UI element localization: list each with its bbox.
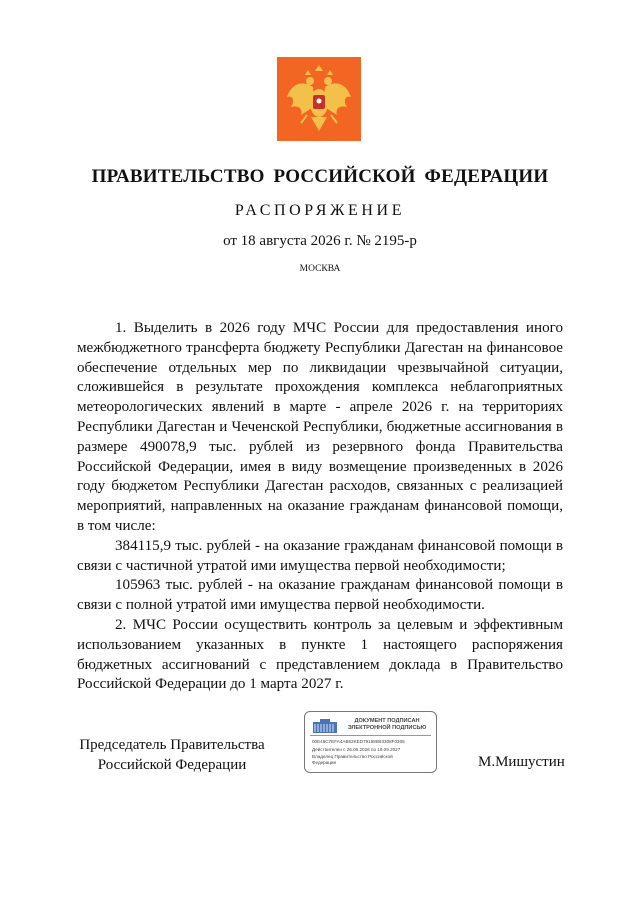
paragraph-2: 2. МЧС России осуществить контроль за целевым и эффективным использованием указанных в пункте 1 настоящего распоряжения бюджетных ассигнований с представлением доклада в Правительство Российской Федерации до 1 марта 2027 г. (77, 616, 563, 693)
paragraph-allocation-partial: 384115,9 тыс. рублей - на оказание гражданам финансовой помощи в связи с частичной утратой ими имущества первой необходимости; (77, 537, 563, 574)
document-place: МОСКВА (299, 264, 341, 274)
stamp-title-line1: ДОКУМЕНТ ПОДПИСАН (354, 718, 420, 724)
certificate-owner-line1: Владелец Правительство Российской (312, 754, 393, 759)
stamp-title-line2: ЭЛЕКТРОННОЙ ПОДПИСЬЮ (347, 725, 427, 731)
paragraph-allocation-full: 105963 тыс. рублей - на оказание гражданам финансовой помощи в связи с полной утратой ими имущества первой необходимости. (77, 577, 563, 614)
document-date-number: от 18 августа 2026 г. № 2195-р (223, 233, 417, 249)
russian-coat-of-arms-icon (277, 57, 361, 141)
signatory-position (77, 736, 267, 776)
stamp-title (341, 718, 433, 732)
certificate-serial: 00E46C7EFA4AB52KED79158B63308F0305 (312, 739, 405, 744)
signatory-position-line1: Председатель Правительства (79, 737, 265, 753)
document-body (77, 319, 563, 695)
organization-title: ПРАВИТЕЛЬСТВО РОССИЙСКОЙ ФЕДЕРАЦИИ (91, 166, 549, 187)
electronic-signature-stamp (304, 711, 437, 773)
certificate-validity: Действителен с 26.06.2026 по 19.09.2027 (312, 747, 401, 752)
signatory-name: М.Мишустин (478, 754, 565, 770)
signatory-position-line2: Российской Федерации (97, 756, 247, 773)
government-building-icon (312, 718, 338, 734)
certificate-owner-line2: Федерации (312, 760, 337, 765)
stamp-divider (310, 735, 431, 736)
paragraph-1: 1. Выделить в 2026 году МЧС России для предоставления иного межбюджетного трансферта бюджету Республики Дагестан на финансовое обеспечение отдельных мер по ликвидации чрезвычайной ситуации, сложившейся в результате прохождения комплекса неблагоприятных метеорологических явлений в марте - апреле 2026 г. на территориях Республики Дагестан и Чеченской Республики, бюджетные ассигнования в размере 490078,9 тыс. рублей из резервного фонда Правительства Российской Федерации, имея в виду возмещение произведенных в 2026 году бюджетом Республики Дагестан расходов, связанных с реализацией мероприятий, направленных на оказание гражданам финансовой помощи, в том числе: (77, 320, 563, 534)
document-type: РАСПОРЯЖЕНИЕ (234, 202, 406, 219)
